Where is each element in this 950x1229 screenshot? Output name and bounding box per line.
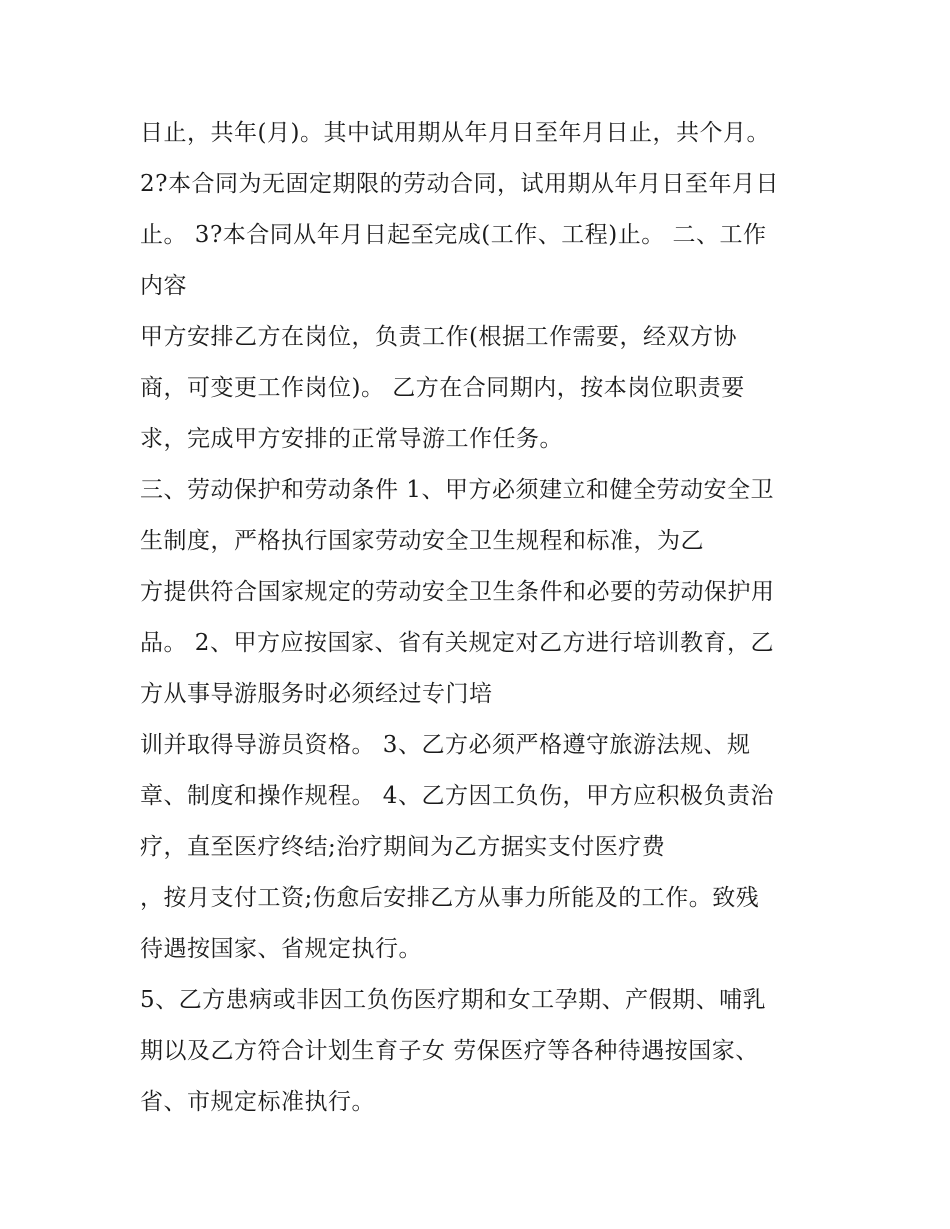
text-line: 训并取得导游员资格。 3、乙方必须严格遵守旅游法规、规 <box>140 732 751 758</box>
text-line: 内容 <box>140 273 187 299</box>
text-line: 甲方安排乙方在岗位，负责工作(根据工作需要，经双方协 <box>140 324 737 350</box>
text-line: 止。 3?本合同从年月日起至完成(工作、工程)止。 二、工作 <box>140 222 767 248</box>
text-line: 疗，直至医疗终结;治疗期间为乙方据实支付医疗费 <box>140 834 666 860</box>
text-line: 求，完成甲方安排的正常导游工作任务。 <box>140 426 563 452</box>
text-line: 三、劳动保护和劳动条件 1、甲方必须建立和健全劳动安全卫 <box>140 477 774 503</box>
text-line: 2?本合同为无固定期限的劳动合同，试用期从年月日至年月日 <box>140 171 779 197</box>
text-line: 生制度，严格执行国家劳动安全卫生规程和标准，为乙 <box>140 528 704 554</box>
text-line: 方从事导游服务时必须经过专门培 <box>140 681 493 707</box>
text-line: 品。 2、甲方应按国家、省有关规定对乙方进行培训教育，乙 <box>140 630 774 656</box>
text-line: 期以及乙方符合计划生育子女 劳保医疗等各种待遇按国家、 <box>140 1038 759 1064</box>
text-line: 省、市规定标准执行。 <box>140 1089 375 1115</box>
text-line: 方提供符合国家规定的劳动安全卫生条件和必要的劳动保护用 <box>140 579 775 605</box>
text-line: ，按月支付工资;伤愈后安排乙方从事力所能及的工作。致残 <box>140 885 760 911</box>
text-line: 5、乙方患病或非因工负伤医疗期和女工孕期、产假期、哺乳 <box>140 987 767 1013</box>
contract-body-text <box>140 108 830 1128</box>
text-line: 待遇按国家、省规定执行。 <box>140 936 422 962</box>
text-line: 章、制度和操作规程。 4、乙方因工负伤，甲方应积极负责治 <box>140 783 774 809</box>
text-line: 日止，共年(月)。其中试用期从年月日至年月日止，共个月。 <box>140 120 770 146</box>
text-line: 商，可变更工作岗位)。 乙方在合同期内，按本岗位职责要 <box>140 375 745 401</box>
